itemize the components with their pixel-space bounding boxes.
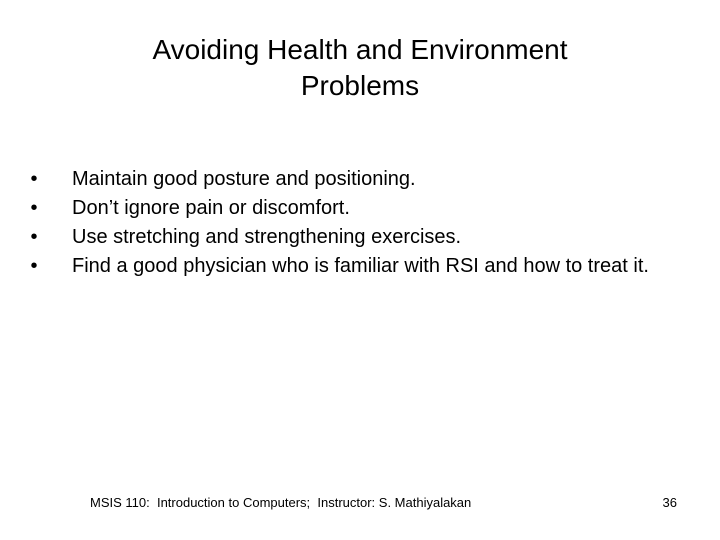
bullet-item <box>24 194 684 223</box>
bullet-icon: • <box>30 197 38 219</box>
bullet-list <box>24 165 684 281</box>
bullet-icon: • <box>30 226 38 248</box>
page-number: 36 <box>662 495 677 510</box>
slide-title-line-2: Problems <box>300 70 420 101</box>
bullet-text: Maintain good posture and positioning. <box>72 168 416 190</box>
slide-title-line-1: Avoiding Health and Environment <box>152 34 568 65</box>
slide-title <box>60 32 660 104</box>
bullet-text: Don’t ignore pain or discomfort. <box>72 197 350 219</box>
bullet-icon: • <box>30 255 38 277</box>
bullet-item <box>24 252 684 281</box>
bullet-item <box>24 165 684 194</box>
bullet-text: Use stretching and strengthening exercises. <box>72 226 462 248</box>
bullet-text: Find a good physician who is familiar with RSI and how to treat it. <box>72 255 649 277</box>
bullet-item <box>24 223 684 252</box>
slide-footer: MSIS 110: Introduction to Computers; Instructor: S. Mathiyalakan <box>90 495 472 510</box>
bullet-icon: • <box>30 168 38 190</box>
